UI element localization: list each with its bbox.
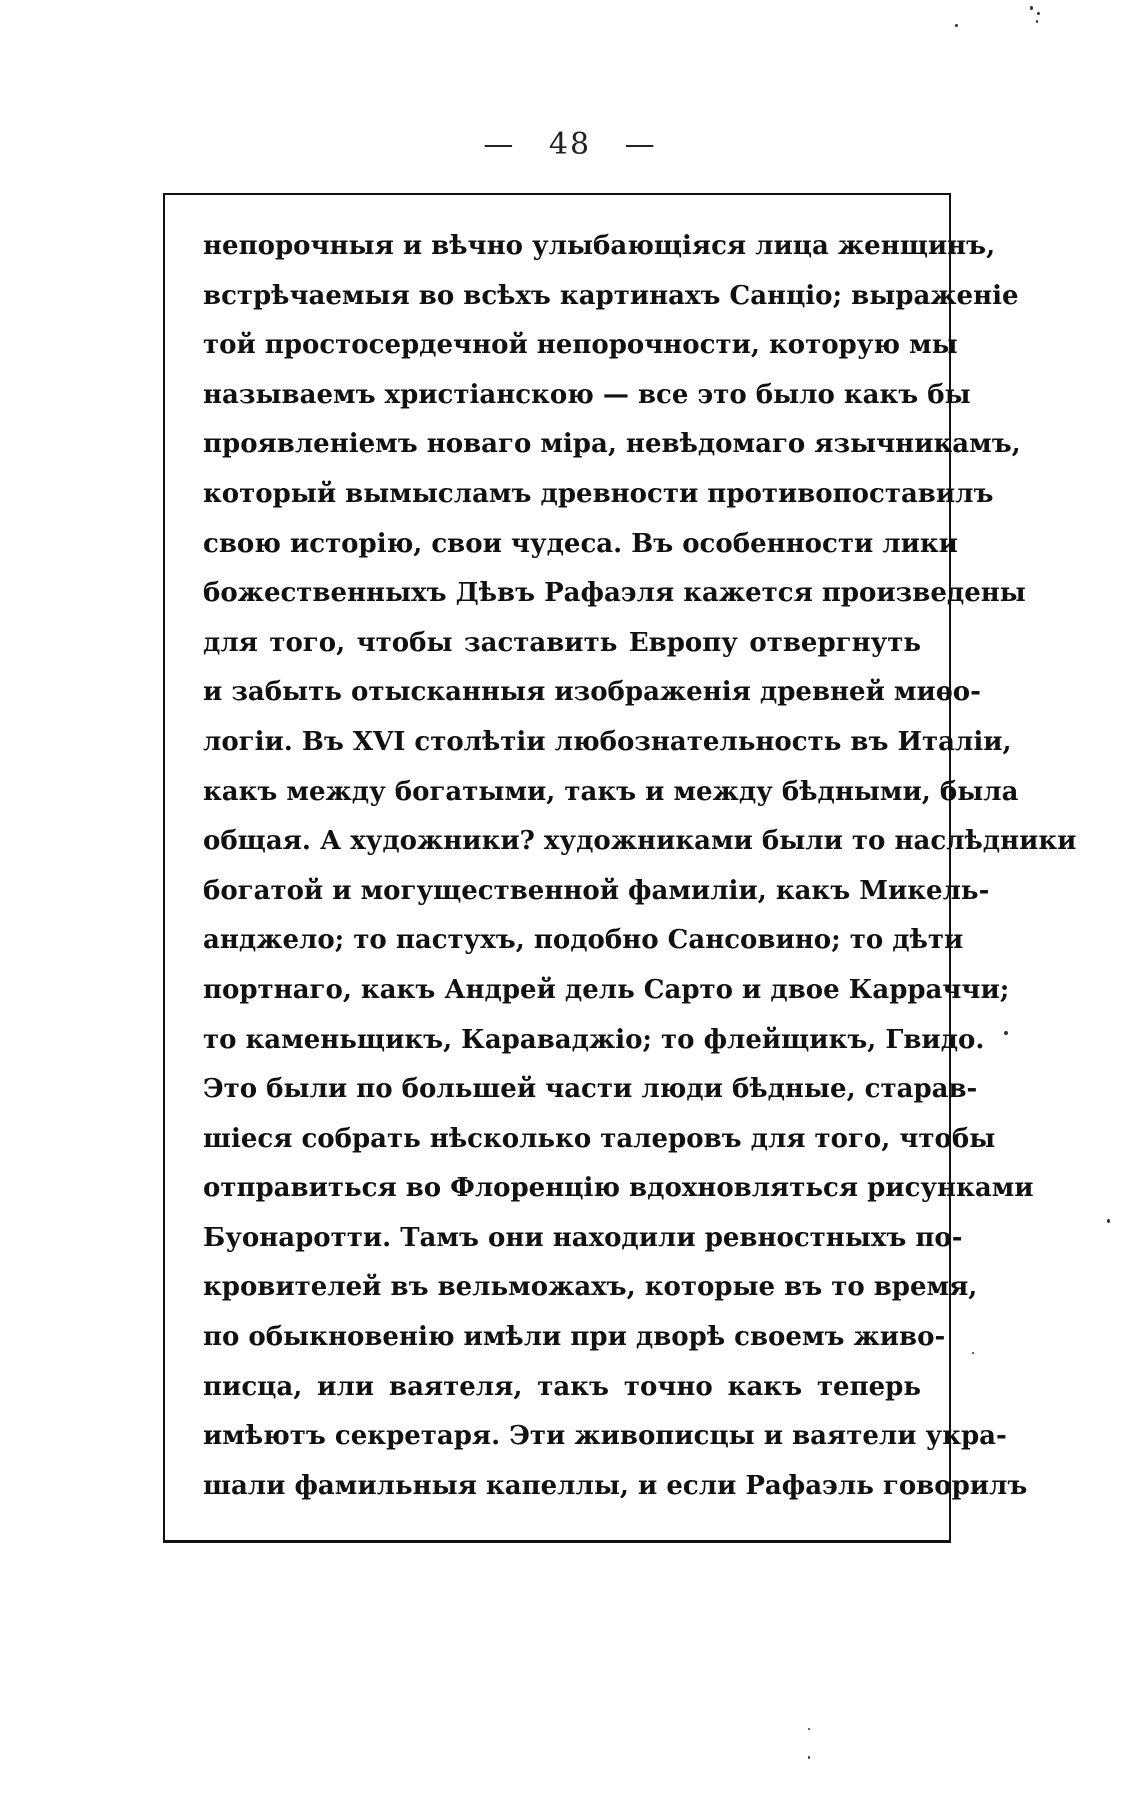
text-body <box>203 222 1077 1511</box>
scan-speck <box>1036 20 1038 23</box>
scan-speck <box>955 24 958 27</box>
text-line: Буонаротти. Тамъ они находили ревностныхъ по- <box>203 1222 963 1253</box>
page-number <box>0 127 1140 162</box>
text-line: логіи. Въ XVI столѣтіи любознательность въ Италіи, <box>203 726 1012 757</box>
scan-speck <box>1107 1219 1110 1223</box>
text-line: называемъ христіанскою — все это было какъ бы <box>203 379 971 410</box>
text-line: писца, или ваятеля, такъ точно какъ теперь <box>203 1371 921 1402</box>
text-line: который вымысламъ древности противопоставилъ <box>203 478 994 509</box>
text-line: встрѣчаемыя во всѣхъ картинахъ Санціо; выраженіе <box>203 280 1019 311</box>
scan-speck <box>972 1352 974 1354</box>
text-line: то каменьщикъ, Караваджіо; то флейщикъ, Гвидо. <box>203 1024 985 1055</box>
text-line: для того, чтобы заставить Европу отвергнуть <box>203 627 921 658</box>
text-line: портнаго, какъ Андрей дель Сарто и двое Карраччи; <box>203 974 1010 1005</box>
scan-speck <box>808 1728 810 1730</box>
page-number-dash-right: — <box>624 127 657 162</box>
text-line: имѣютъ секретаря. Эти живописцы и ваятели укра- <box>203 1421 1007 1452</box>
text-line: проявленіемъ новаго міра, невѣдомаго язычникамъ, <box>203 429 1021 460</box>
text-line: непорочныя и вѣчно улыбающіяся лица женщинъ, <box>203 231 996 261</box>
text-line: отправиться во Флоренцію вдохновляться рисунками <box>203 1173 1034 1204</box>
text-line: богатой и могущественной фамиліи, какъ Микель- <box>203 875 990 906</box>
text-line: шали фамильныя капеллы, и если Рафаэль говорилъ <box>203 1470 1028 1501</box>
text-line: анджело; то пастухъ, подобно Сансовино; то дѣти <box>203 925 964 956</box>
text-line: шіеся собрать нѣсколько талеровъ для того, чтобы <box>203 1123 996 1154</box>
text-line: какъ между богатыми, такъ и между бѣдными, была <box>203 776 1019 807</box>
scan-speck <box>1004 1031 1008 1035</box>
scan-speck <box>1030 6 1033 10</box>
text-line: свою исторію, свои чудеса. Въ особенности лики <box>203 528 958 559</box>
scan-speck <box>1037 12 1040 15</box>
text-line: общая. А художники? художниками были то наслѣдники <box>203 826 1077 857</box>
text-line: кровителей въ вельможахъ, которые въ то время, <box>203 1272 978 1303</box>
page-number-value: 48 <box>548 127 592 162</box>
text-line: божественныхъ Дѣвъ Рафаэля кажется произведены <box>203 578 1026 609</box>
scan-speck <box>808 1756 810 1759</box>
text-line: по обыкновенію имѣли при дворѣ своемъ живо- <box>203 1322 946 1353</box>
text-line: Это были по большей части люди бѣдные, старав- <box>203 1074 978 1105</box>
text-line: той простосердечной непорочности, которую мы <box>203 330 958 361</box>
page-number-dash-left: — <box>483 127 516 162</box>
text-line: и забыть отысканныя изображенія древней миѳо- <box>203 677 981 708</box>
